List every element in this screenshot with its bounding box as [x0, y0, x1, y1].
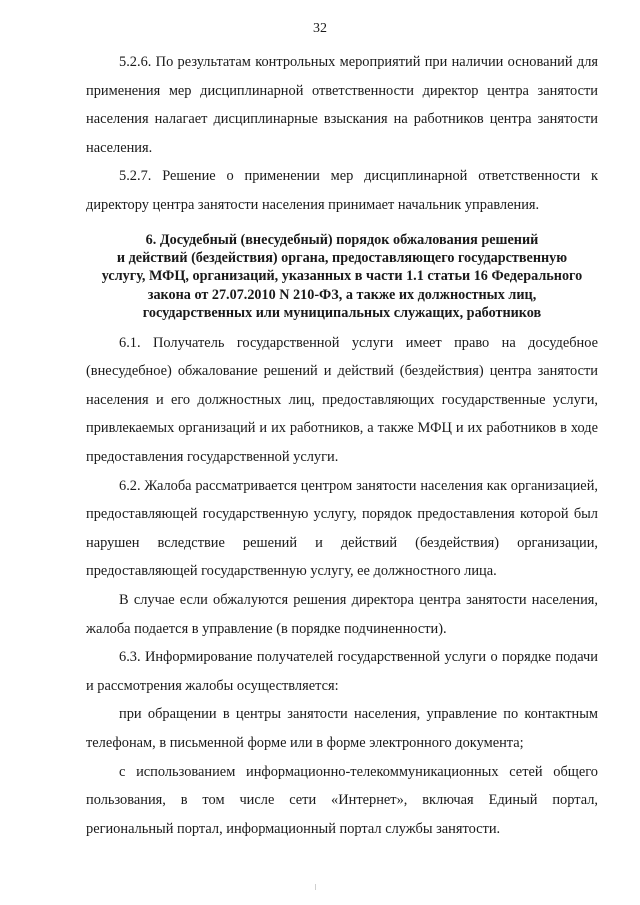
paragraph-contact-methods: при обращении в центры занятости населения, управление по контактным телефонам, в письменной форме или в форме электронного документа;: [86, 706, 598, 751]
paragraph-6-1: 6.1. Получатель государственной услуги имеет право на досудебное (внесудебное) обжалование решений и действий (бездействия) центра занятости населения и его должностных лиц, предоставляющих государственные услуги, привлекаемых организаций и их работников, а также МФЦ и их работников в ходе предоставления государственной услуги.: [86, 334, 598, 465]
section-heading-line: государственных или муниципальных служащих, работников: [142, 305, 542, 322]
paragraph-5-2-6: 5.2.6. По результатам контрольных мероприятий при наличии оснований для применения мер дисциплинарной ответственности директор центра занятости населения налагает дисциплинарные взыскания на работников центра занятости населения.: [86, 54, 598, 156]
paragraph-internet-portals: с использованием информационно-телекоммуникационных сетей общего пользования, в том числе сети «Интернет», включая Единый портал, региональный портал, информационный портал службы занятости.: [86, 763, 598, 837]
section-heading-line: и действий (бездействия) органа, предоставляющего государственную: [116, 249, 568, 266]
section-heading-line: закона от 27.07.2010 N 210-ФЗ, а также их должностных лиц,: [147, 286, 537, 303]
paragraph-5-2-7: 5.2.7. Решение о применении мер дисциплинарной ответственности к директору центра занятости населения принимает начальник управления.: [86, 168, 598, 213]
scan-mark: [315, 884, 316, 890]
paragraph-6-3: 6.3. Информирование получателей государственной услуги о порядке подачи и рассмотрения жалобы осуществляется:: [86, 649, 598, 694]
page-content: [86, 48, 598, 843]
section-heading-line: 6. Досудебный (внесудебный) порядок обжалования решений: [145, 231, 539, 248]
paragraph-appeal-director: В случае если обжалуются решения директора центра занятости населения, жалоба подается в управление (в порядке подчиненности).: [86, 591, 598, 637]
section-heading-line: услугу, МФЦ, организаций, указанных в части 1.1 статьи 16 Федерального: [101, 268, 583, 285]
page-number: 32: [313, 21, 327, 36]
section-6-heading: [86, 231, 598, 323]
paragraph-6-2: 6.2. Жалоба рассматривается центром занятости населения как организацией, предоставляющей государственную услугу, порядок предоставления которой был нарушен вследствие решений и действий (бездействия) организации, предоставляющей государственную услугу, ее должностного лица.: [86, 477, 598, 580]
